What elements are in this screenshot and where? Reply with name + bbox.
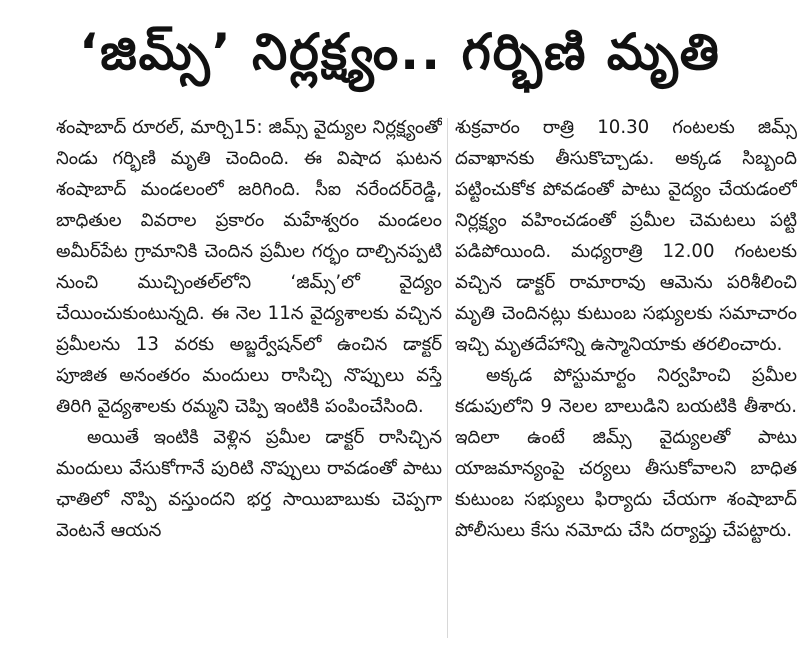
article-paragraph: శంషాబాద్ రూరల్, మార్చి15: జిమ్స్ వైద్యుల నిర్లక్ష్యంతో నిండు గర్భిణి మృతి చెందింది. ఈ విషాద ఘటన శంషాబాద్ మండలంలో జరిగింది. సీఐ నరేందర్‌రెడ్డి, బాధితుల వివరాల ప్రకారం మహేశ్వరం మండలం అమీర్‌పేట గ్రామానికి చెందిన ప్రమీల గర్భం దాల్చినప్పటి నుంచి ముచ్చింతల్‌లోని ‘జిమ్స్’లో వైద్యం చేయించుకుంటున్నది. ఈ నెల 11న వైద్యశాలకు వచ్చిన ప్రమీలను 13 వరకు అబ్జర్వేషన్‌లో ఉంచిన డాక్టర్ పూజిత అనంతరం మందులు రాసిచ్చి నొప్పులు వస్తే తిరిగి వైద్యశాలకు రమ్మని చెప్పి ఇంటికి పంపించేసింది. [56,117,442,417]
article-column-left [56,112,442,657]
column-divider [447,118,448,638]
article-paragraph: శుక్రవారం రాత్రి 10.30 గంటలకు జిమ్స్ దవాఖానకు తీసుకొచ్చాడు. అక్కడ సిబ్బంది పట్టించుకోక పోవడంతో పాటు వైద్యం చేయడంలో నిర్లక్ష్యం వహించడంతో ప్రమీల చెమటలు పట్టి పడిపోయింది. మధ్యరాత్రి 12.00 గంటలకు వచ్చిన డాక్టర్ రామారావు ఆమెను పరిశీలించి మృతి చెందినట్లు కుటుంబ సభ్యులకు సమాచారం ఇచ్చి మృతదేహాన్ని ఉస్మానియాకు తరలించారు. [455,117,797,355]
article-headline: ‘జిమ్స్’ నిర్లక్ష్యం.. గర్భిణి మృతి [79,23,721,81]
article-column-right [455,112,797,657]
article-paragraph: అక్కడ పోస్టుమార్టం నిర్వహించి ప్రమీల కడుపులోని 9 నెలల బాలుడిని బయటికి తీశారు. ఇదిలా ఉంటే జిమ్స్ వైద్యులతో పాటు యాజమాన్యంపై చర్యలు తీసుకోవాలని బాధిత కుటుంబ సభ్యులు ఫిర్యాదు చేయగా శంషాబాద్ పోలీసులు కేసు నమోదు చేసి దర్యాప్తు చేపట్టారు. [455,365,797,541]
article-paragraph: అయితే ఇంటికి వెళ్లిన ప్రమీల డాక్టర్ రాసిచ్చిన మందులు వేసుకోగానే పురిటి నొప్పులు రావడంతో పాటు ఛాతిలో నొప్పి వస్తుందని భర్త సాయిబాబుకు చెప్పగా వెంటనే ఆయన [56,427,442,541]
